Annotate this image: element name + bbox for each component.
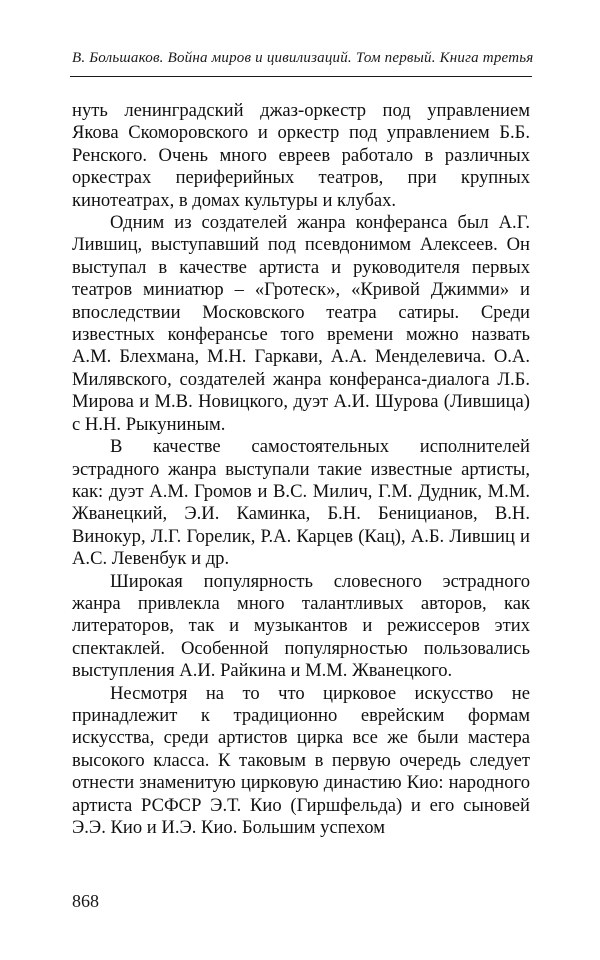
page-number: 868 [72, 891, 99, 911]
body-text [72, 100, 530, 839]
running-header: В. Большаков. Война миров и цивилизаций. Том первый. Книга третья [72, 50, 534, 66]
paragraph: Широкая популярность словесного эстрадного жанра привлекла много талантливых авторов, как литераторов, так и музыкантов и режиссеров этих спектаклей. Особенной популярностью пользовались выступления А.И. Райкина и М.М. Жванецкого. [72, 570, 530, 682]
paragraph: Одним из создателей жанра конферанса был А.Г. Лившиц, выступавший под псевдонимом Алексеев. Он выступал в качестве артиста и руководителя первых театров миниатюр – «Гротеск», «Кривой Джимми» и впоследствии Московского театра сатиры. Среди известных конферансье того времени можно назвать А.М. Блехмана, М.Н. Гаркави, А.А. Менделевича. О.А. Милявского, создателей жанра конферанса-диалога Л.Б. Мирова и М.В. Новицкого, дуэт А.И. Шурова (Лившица) с Н.Н. Рыкуниным. [72, 212, 530, 435]
paragraph: Несмотря на то что цирковое искусство не принадлежит к традиционно еврейским формам искусства, среди артистов цирка все же были мастера высокого класса. К таковым в первую очередь следует отнести знаменитую цирковую династию Кио: народного артиста РСФСР Э.Т. Кио (Гиршфельда) и его сыновей Э.Э. Кио и И.Э. Кио. Большим успехом [72, 682, 530, 838]
paragraph: В качестве самостоятельных исполнителей эстрадного жанра выступали такие известные артисты, как: дуэт А.М. Громов и В.С. Милич, Г.М. Дудник, М.М. Жванецкий, Э.И. Каминка, Б.Н. Беницианов, В.Н. Винокур, Л.Г. Горелик, Р.А. Карцев (Кац), А.Б. Лившиц и А.С. Левенбук и др. [72, 436, 530, 570]
header-rule [70, 76, 532, 77]
paragraph: нуть ленинградский джаз-оркестр под управлением Якова Скоморовского и оркестр под управлением Б.Б. Ренского. Очень много евреев работало в различных оркестрах периферийных театров, при крупных кинотеатрах, в домах культуры и клубах. [72, 100, 530, 211]
